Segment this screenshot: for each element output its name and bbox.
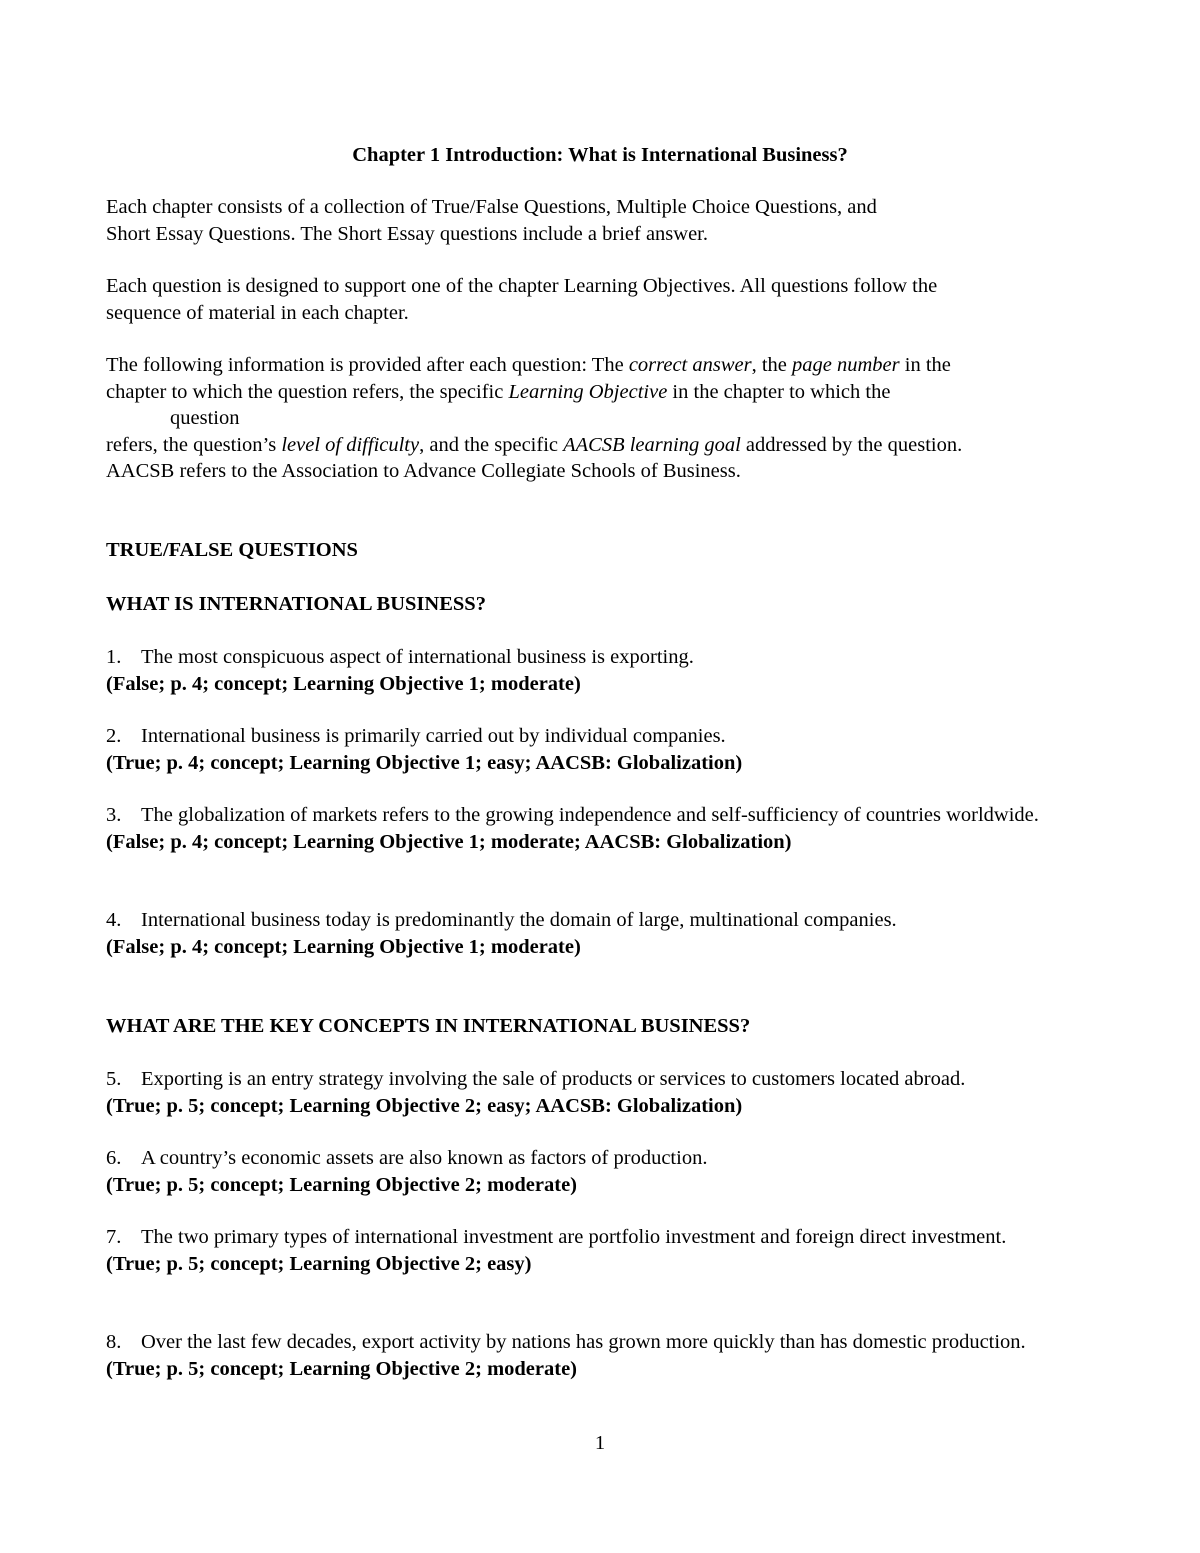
question-item (106, 907, 1094, 960)
question-text: The most conspicuous aspect of international business is exporting. (141, 646, 694, 668)
question-text: Over the last few decades, export activity by nations has grown more quickly than has domestic production. (141, 1331, 1026, 1353)
question-number: 2. (106, 725, 122, 747)
answer-key: (True; p. 4; concept; Learning Objective 1; easy; AACSB: Globalization) (106, 751, 743, 774)
question-item (106, 644, 1094, 697)
intro-line: Each chapter consists of a collection of True/False Questions, Multiple Choice Questions, and (106, 196, 877, 218)
question-item (106, 1329, 1094, 1382)
subsection-heading: WHAT ARE THE KEY CONCEPTS IN INTERNATIONAL BUSINESS? (106, 1015, 751, 1037)
text-run: , and the specific (419, 433, 564, 456)
question-text: International business is primarily carried out by individual companies. (141, 725, 726, 747)
text-run: The following information is provided after each question: The (106, 354, 629, 376)
intro-line: sequence of material in each chapter. (106, 301, 409, 324)
answer-key: (True; p. 5; concept; Learning Objective 2; moderate) (106, 1357, 577, 1380)
text-run: addressed by the question. (740, 433, 963, 456)
question-text: Exporting is an entry strategy involving the sale of products or services to customers located abroad. (141, 1068, 966, 1090)
text-run: in the chapter to which the (667, 380, 891, 403)
answer-key: (True; p. 5; concept; Learning Objective 2; easy; AACSB: Globalization) (106, 1094, 743, 1117)
intro-paragraph-1 (106, 194, 1094, 247)
question-number: 4. (106, 909, 122, 931)
intro-line: Short Essay Questions. The Short Essay questions include a brief answer. (106, 222, 709, 245)
question-item (106, 1066, 1094, 1119)
question-number: 6. (106, 1147, 122, 1169)
text-run: , the (751, 354, 793, 376)
section-heading: TRUE/FALSE QUESTIONS (106, 539, 358, 561)
question-number: 7. (106, 1226, 122, 1248)
question-text: International business today is predominantly the domain of large, multinational companies. (141, 909, 897, 931)
text-run: refers, the question’s (106, 433, 282, 456)
emphasis-aacsb-goal: AACSB learning goal (563, 433, 741, 456)
intro-line (106, 352, 1106, 379)
answer-key: (False; p. 4; concept; Learning Objective 1; moderate; AACSB: Globalization) (106, 830, 792, 853)
question-number: 3. (106, 804, 122, 826)
intro-paragraph-3 (106, 352, 1106, 485)
emphasis-learning-objective: Learning Objective (508, 380, 668, 403)
text-run: in the (899, 354, 951, 376)
intro-line (106, 432, 1106, 459)
question-text: The globalization of markets refers to the growing independence and self-sufficiency of countries worldwide. (141, 804, 1039, 826)
intro-line: question (170, 407, 240, 429)
intro-line: AACSB refers to the Association to Advance Collegiate Schools of Business. (106, 460, 741, 482)
answer-key: (False; p. 4; concept; Learning Objective 1; moderate) (106, 672, 581, 695)
intro-line: Each question is designed to support one of the chapter Learning Objectives. All questions follow the (106, 275, 938, 297)
text-run: chapter to which the question refers, the specific (106, 380, 509, 403)
question-number: 1. (106, 646, 122, 668)
page-number: 1 (594, 1432, 606, 1454)
question-text: A country’s economic assets are also known as factors of production. (141, 1147, 708, 1169)
emphasis-correct-answer: correct answer (628, 354, 752, 376)
intro-paragraph-2 (106, 273, 1094, 326)
answer-key: (True; p. 5; concept; Learning Objective 2; moderate) (106, 1173, 577, 1196)
question-item (106, 1145, 1094, 1198)
question-item (106, 802, 1094, 855)
question-number: 8. (106, 1331, 122, 1353)
answer-key: (False; p. 4; concept; Learning Objective 1; moderate) (106, 935, 581, 958)
question-number: 5. (106, 1068, 122, 1090)
question-item (106, 723, 1094, 776)
intro-line (106, 379, 1106, 406)
chapter-title: Chapter 1 Introduction: What is International Business? (352, 144, 848, 166)
subsection-heading: WHAT IS INTERNATIONAL BUSINESS? (106, 593, 486, 615)
emphasis-level-of-difficulty: level of difficulty (281, 433, 420, 456)
question-item (106, 1224, 1094, 1277)
question-text: The two primary types of international investment are portfolio investment and foreign direct investment. (141, 1226, 1007, 1248)
answer-key: (True; p. 5; concept; Learning Objective 2; easy) (106, 1252, 532, 1275)
emphasis-page-number: page number (792, 354, 900, 376)
